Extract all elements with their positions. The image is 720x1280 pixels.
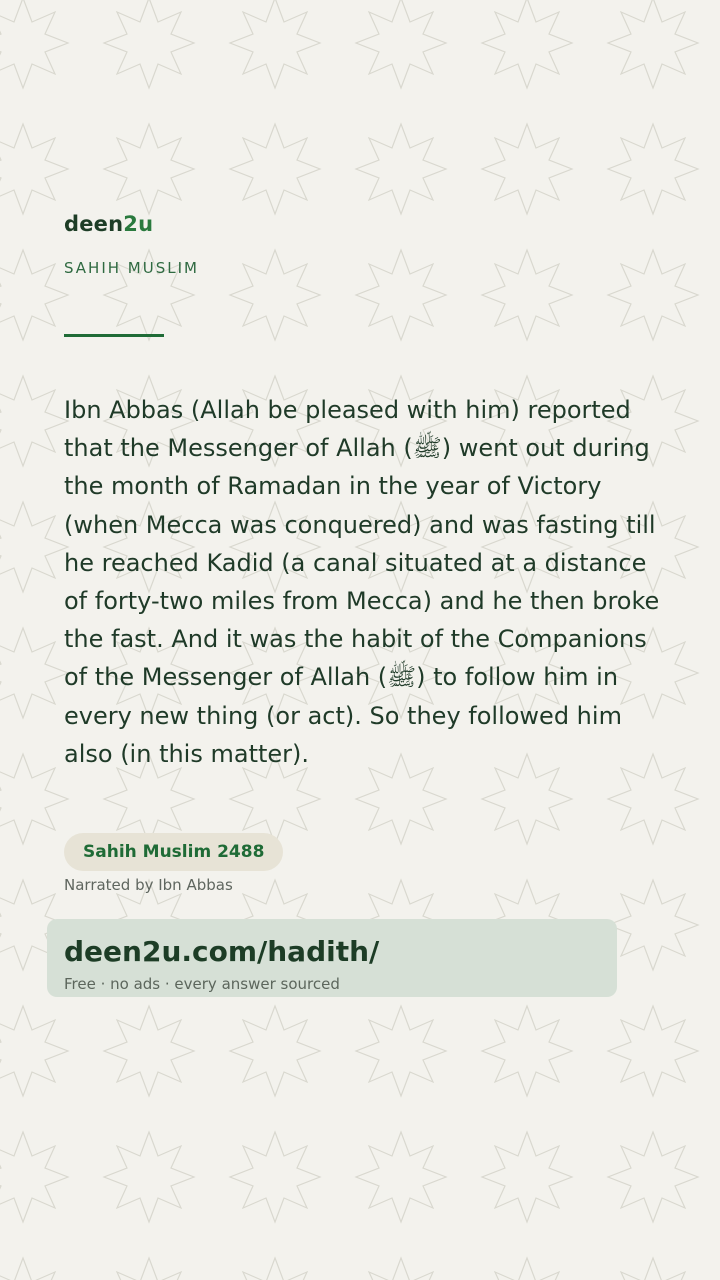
brand-name-accent: 2u bbox=[123, 212, 154, 236]
brand-name-main: deen bbox=[64, 212, 124, 236]
reference-label: Sahih Muslim 2488 bbox=[83, 842, 265, 862]
hadith-text: Ibn Abbas (Allah be pleased with him) reported that the Messenger of Allah (ﷺ) went out during the month of Ramadan in the year of Victory (when Mecca was conquered) and was fasting till he reached Kadid (a canal situated at a distance of forty-two miles from Mecca) and he then broke the fast. And it was the habit of the Companions of the Messenger of Allah (ﷺ) to follow him in every new thing (or act). So they followed him also (in this matter). bbox=[64, 396, 660, 768]
collection-label: SAHIH MUSLIM bbox=[64, 259, 199, 277]
website-link-card[interactable] bbox=[47, 919, 617, 997]
brand-logo bbox=[64, 212, 153, 236]
website-tagline: Free · no ads · every answer sourced bbox=[64, 975, 340, 993]
narrator-text: Narrated by Ibn Abbas bbox=[64, 876, 233, 894]
reference-badge bbox=[64, 833, 283, 871]
section-divider bbox=[64, 334, 164, 337]
website-url[interactable]: deen2u.com/hadith/ bbox=[64, 935, 380, 968]
